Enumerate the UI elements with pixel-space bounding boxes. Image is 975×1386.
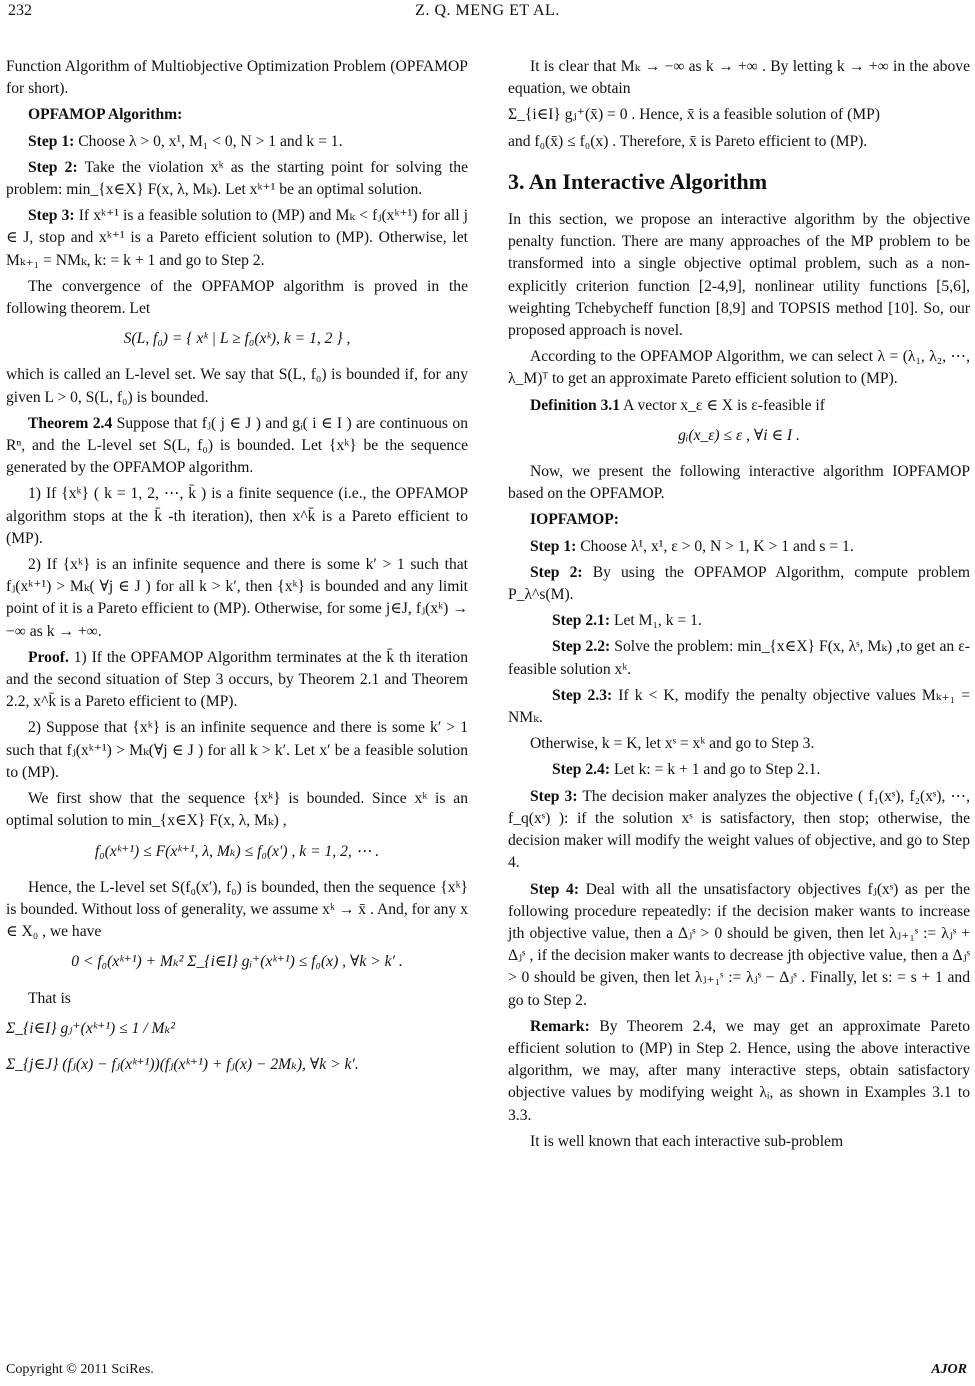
proof-part-3: We first show that the sequence {xᵏ} is bounded. Since xᵏ is an optimal solution to min_{x∈X} F(x, λ, Mₖ) ,	[6, 790, 468, 830]
step-3	[508, 786, 970, 875]
step-1	[508, 536, 970, 558]
step-2-1	[508, 610, 970, 632]
step-text: By using the OPFAMOP Algorithm, compute problem P_λ^s(M).	[508, 563, 970, 604]
step-label: Step 2:	[28, 158, 78, 176]
journal-name: AJOR	[931, 1362, 967, 1377]
step-label: Step 4:	[530, 880, 580, 898]
step-2	[6, 157, 468, 201]
step-text: Deal with all the unsatisfactory objectives fⱼ(xˢ) as per the following procedure repeatedly: if the decision maker wants to increase jth objective value, then a Δⱼˢ > 0 should be given, then let λⱼ₊₁ˢ := λⱼˢ + Δⱼˢ , if the decision maker wants to decrease jth objective value, then a Δⱼˢ > 0 should be given, then let λⱼ₊₁ˢ := λⱼˢ − Δⱼˢ . Finally, let s: = s + 1 and go to Step 2.	[508, 880, 970, 1009]
step-2	[508, 562, 970, 606]
step-2-2	[508, 636, 970, 680]
step-text: Choose λ¹, x¹, ε > 0, N > 1, K > 1 and s = 1.	[580, 537, 854, 555]
step-label: Step 2.4:	[552, 761, 611, 779]
step-3	[6, 205, 468, 272]
paragraph: That is	[28, 989, 71, 1007]
equation-f-bound: f₀(xᵏ⁺¹) ≤ F(xᵏ⁺¹, λ, Mₖ) ≤ f₀(x′) , k = 1, 2, ⋯ .	[94, 842, 380, 860]
theorem-part-1: 1) If {xᵏ} ( k = 1, 2, ⋯, k̄ ) is a finite sequence (i.e., the OPFAMOP algorithm stops at the k̄ -th iteration), then x^k̄ is a Pareto efficient to (MP).	[6, 485, 468, 547]
paragraph: Σ_{i∈I} gⱼ⁺(x̄) = 0 . Hence, x̄ is a feasible solution of (MP)	[508, 106, 881, 124]
theorem	[6, 413, 468, 480]
step-label: Step 3:	[530, 787, 578, 805]
equation-definition: gᵢ(x_ε) ≤ ε , ∀i ∈ I .	[678, 426, 800, 444]
section-title: 3. An Interactive Algorithm	[508, 168, 768, 194]
definition-text: A vector x_ε ∈ X is ε-feasible if	[623, 396, 825, 414]
proof	[6, 647, 468, 714]
paragraph: which is called an L-level set. We say that S(L, f₀) is bounded if, for any given L > 0, S(L, f₀) is bounded.	[6, 366, 468, 406]
running-head: Z. Q. MENG ET AL.	[415, 2, 560, 19]
algorithm-title: IOPFAMOP:	[530, 511, 619, 529]
step-text: If k < K, modify the penalty objective values Mₖ₊₁ = NMₖ.	[508, 686, 970, 727]
remark-label: Remark:	[530, 1017, 590, 1035]
left-column	[6, 56, 468, 1090]
page-footer	[0, 1360, 975, 1386]
equation-level-set: S(L, f₀) = { xᵏ | L ≥ f₀(xᵏ), k = 1, 2 } ,	[123, 330, 351, 348]
step-label: Step 2.3:	[552, 686, 613, 704]
step-label: Step 2.2:	[552, 638, 611, 656]
step-label: Step 2.1:	[552, 612, 611, 630]
proof-text: 1) If the OPFAMOP Algorithm terminates at the k̄ th iteration and the second situation of Step 3 occurs, by Theorem 2.1 and Theorem 2.2, x^k̄ is a Pareto efficient to (MP).	[6, 648, 468, 711]
remark	[508, 1016, 970, 1127]
page-number: 232	[8, 2, 32, 19]
step-text: If xᵏ⁺¹ is a feasible solution to (MP) and Mₖ < fⱼ(xᵏ⁺¹) for all j ∈ J, stop and xᵏ⁺¹ is a Pareto efficient solution to (MP). Otherwise, let Mₖ₊₁ = NMₖ, k: = k + 1 and go to Step 2.	[6, 207, 468, 269]
paragraph: It is clear that Mₖ → −∞ as k → +∞ . By letting k → +∞ in the above equation, we obtain	[508, 58, 970, 98]
copyright: Copyright © 2011 SciRes.	[6, 1362, 154, 1377]
paragraph: The convergence of the OPFAMOP algorithm is proved in the following theorem. Let	[6, 277, 468, 318]
step-label: Step 3:	[28, 207, 75, 225]
step-4	[508, 879, 970, 1012]
step-1	[6, 131, 468, 153]
definition-label: Definition 3.1	[530, 396, 621, 414]
theorem-part-2: 2) If {xᵏ} is an infinite sequence and there is some k′ > 1 such that fⱼ(xᵏ⁺¹) > Mₖ( ∀j ∈ J ) for all k > k′, then {xᵏ} is bounded and any limit point of it is a Pareto efficient to (MP). Otherwise, for some j∈J, fⱼ(xᵏ) → −∞ as k → +∞.	[6, 556, 468, 640]
equation-sum-1: Σ_{i∈I} gⱼ⁺(xᵏ⁺¹) ≤ 1 / Mₖ²	[6, 1019, 175, 1037]
step-text: The decision maker analyzes the objective ( f₁(xˢ), f₂(xˢ), ⋯, f_q(xˢ) ): if the solution xˢ is satisfactory, then stop; otherwise, the decision maker will modify the weight values of objective, and go to Step 4.	[508, 787, 970, 872]
theorem-label: Theorem 2.4	[28, 414, 113, 432]
step-2-4	[508, 759, 970, 781]
step-text: Let M₁, k = 1.	[613, 612, 702, 630]
algorithm-title: OPFAMOP Algorithm:	[28, 106, 183, 124]
paragraph: In this section, we propose an interactive algorithm by the objective penalty function. There are many approaches of the MP problem to be transformed into a single objective optimal problem, such as a non-explicitly criterion function [2-4,9], nonlinear utility functions [5,6], weighting Tchebycheff function [8,9] and TOPSIS method [10]. So, our proposed approach is novel.	[508, 211, 970, 340]
proof-label: Proof.	[28, 648, 69, 666]
step-label: Step 1:	[28, 132, 75, 150]
equation-sum-2: Σ_{j∈J} (fⱼ(x) − fⱼ(xᵏ⁺¹))(fⱼ(xᵏ⁺¹) + fⱼ(x) − 2Mₖ), ∀k > k′.	[6, 1055, 359, 1073]
paragraph: It is well known that each interactive sub-problem	[530, 1132, 844, 1150]
right-column	[508, 56, 970, 1157]
page-header	[0, 0, 975, 40]
step-label: Step 1:	[530, 537, 577, 555]
step-2-3	[508, 685, 970, 729]
paragraph: and f₀(x̄) ≤ f₀(x) . Therefore, x̄ is Pareto efficient to (MP).	[508, 132, 868, 150]
step-text: Let k: = k + 1 and go to Step 2.1.	[613, 761, 821, 779]
paragraph: According to the OPFAMOP Algorithm, we can select λ = (λ₁, λ₂, ⋯, λ_M)ᵀ to get an approximate Pareto efficient solution to (MP).	[508, 348, 970, 388]
theorem-text: Suppose that fⱼ( j ∈ J ) and gᵢ( i ∈ I ) are continuous on Rⁿ, and the L-level set S(L, f₀) is bounded. Let {xᵏ} be the sequence generated by the OPFAMOP algorithm.	[6, 414, 468, 477]
step-text: Solve the problem: min_{x∈X} F(x, λˢ, Mₖ) ,to get an ε-feasible solution xᵏ.	[508, 638, 970, 678]
proof-part-2: 2) Suppose that {xᵏ} is an infinite sequence and there is some k′ > 1 such that fⱼ(xᵏ⁺¹) > Mₖ(∀j ∈ J ) for all k > k′. Let x′ be a feasible solution to (MP).	[6, 719, 468, 781]
step-label: Step 2:	[530, 563, 583, 581]
paragraph: Now, we present the following interactive algorithm IOPFAMOP based on the OPFAMOP.	[508, 463, 970, 503]
remark-text: By Theorem 2.4, we may get an approximate Pareto efficient solution to (MP) in Step 2. Hence, using the above interactive algorithm, we may, after many interactive steps, obtain satisfactory objective values by modifying weight λᵢ, as shown in Examples 3.1 to 3.3.	[508, 1017, 970, 1124]
paragraph: Function Algorithm of Multiobjective Optimization Problem (OPFAMOP for short).	[6, 58, 468, 98]
step-text: Take the violation xᵏ as the starting point for solving the problem: min_{x∈X} F(x, λ, Mₖ). Let xᵏ⁺¹ be an optimal solution.	[6, 158, 468, 199]
step-text: Choose λ > 0, x¹, M₁ < 0, N > 1 and k = 1.	[78, 132, 343, 150]
paragraph: Hence, the L-level set S(f₀(x′), f₀) is bounded, then the sequence {xᵏ} is bounded. Without loss of generality, we assume xᵏ → x̄ . And, for any x ∈ X₀ , we have	[6, 878, 468, 941]
equation-inequality: 0 < f₀(xᵏ⁺¹) + Mₖ² Σ_{i∈I} gᵢ⁺(xᵏ⁺¹) ≤ f₀(x) , ∀k > k′ .	[71, 953, 403, 971]
definition	[508, 395, 970, 417]
step-2-3-otherwise: Otherwise, k = K, let xˢ = xᵏ and go to Step 3.	[530, 735, 815, 753]
